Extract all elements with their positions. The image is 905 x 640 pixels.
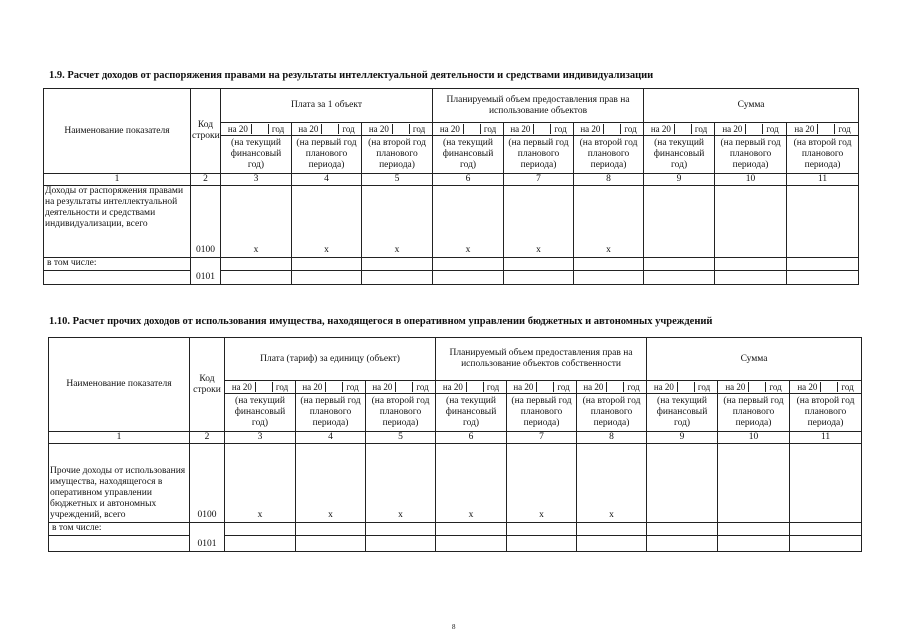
year-blank <box>606 382 624 392</box>
year-suffix: год <box>271 123 285 134</box>
cell-empty <box>715 185 787 257</box>
year-blank <box>251 124 269 134</box>
column-number: 6 <box>433 174 504 186</box>
column-number: 10 <box>715 174 787 186</box>
year-cell <box>715 123 787 136</box>
period-label: (на текущий финансовый год) <box>221 136 292 174</box>
cell-empty <box>790 443 862 522</box>
code-sub: 0101 <box>190 522 225 551</box>
column-number: 2 <box>190 432 225 444</box>
year-blank <box>533 124 551 134</box>
period-label: (на первый год планового периода) <box>715 136 787 174</box>
year-blank <box>817 124 835 134</box>
year-prefix: на 20 <box>302 381 323 392</box>
period-label: (на второй год планового периода) <box>790 394 862 432</box>
year-blank <box>677 382 695 392</box>
period-label: (на текущий финансовый год) <box>647 394 718 432</box>
year-blank <box>325 382 343 392</box>
column-number: 6 <box>436 432 507 444</box>
year-blank <box>255 382 273 392</box>
cell-empty <box>787 185 859 257</box>
x-mark: x <box>468 510 474 520</box>
year-suffix: год <box>412 123 426 134</box>
period-label: (на второй год планового периода) <box>787 136 859 174</box>
year-suffix: год <box>769 381 782 392</box>
x-mark: x <box>253 245 259 255</box>
column-number: 4 <box>292 174 362 186</box>
column-number: 10 <box>718 432 790 444</box>
year-suffix: год <box>554 123 567 134</box>
year-prefix: на 20 <box>797 381 818 392</box>
year-blank <box>392 124 410 134</box>
year-suffix: год <box>486 381 500 392</box>
year-cell <box>787 123 859 136</box>
year-prefix: на 20 <box>650 123 671 134</box>
x-mark: x <box>398 510 403 520</box>
header-name: Наименование показателя <box>49 338 190 432</box>
year-prefix: на 20 <box>298 123 319 134</box>
year-suffix: год <box>697 381 711 392</box>
period-label: (на первый год планового периода) <box>292 136 362 174</box>
column-number: 3 <box>221 174 292 186</box>
year-prefix: на 20 <box>227 123 248 134</box>
year-prefix: на 20 <box>231 381 252 392</box>
table-intellectual-property-income <box>43 88 859 285</box>
header-group-volume: Планируемый объем предоставления прав на использование объектов <box>433 89 644 123</box>
year-blank <box>466 382 484 392</box>
year-suffix: год <box>557 381 570 392</box>
period-label: (на второй год планового периода) <box>366 394 436 432</box>
year-prefix: на 20 <box>442 381 463 392</box>
column-number: 8 <box>577 432 647 444</box>
period-label: (на второй год планового периода) <box>574 136 644 174</box>
code-total: 0100 <box>191 185 221 257</box>
year-suffix: год <box>483 123 497 134</box>
year-suffix: год <box>275 381 289 392</box>
year-prefix: на 20 <box>368 123 389 134</box>
row-label-including: в том числе: <box>49 522 190 535</box>
x-mark: x <box>536 245 541 255</box>
year-cell <box>436 381 507 394</box>
year-prefix: на 20 <box>372 381 393 392</box>
header-group-volume: Планируемый объем предоставления прав на использование объектов собственности <box>436 338 647 381</box>
year-prefix: на 20 <box>439 123 460 134</box>
column-number: 9 <box>644 174 715 186</box>
row-label-total: Доходы от распоряжения правами на результаты интеллектуальной деятельности и средствами индивидуализации, всего <box>44 185 191 257</box>
x-mark: x <box>328 510 333 520</box>
year-blank <box>321 124 339 134</box>
year-blank <box>463 124 481 134</box>
year-cell <box>504 123 574 136</box>
column-number: 11 <box>790 432 862 444</box>
table-other-property-income <box>48 337 862 552</box>
header-group-fee: Плата за 1 объект <box>221 89 433 123</box>
x-mark: x <box>257 510 263 520</box>
header-code: Код строки <box>190 338 225 432</box>
period-label: (на текущий финансовый год) <box>436 394 507 432</box>
header-code: Код строки <box>191 89 221 174</box>
header-group-sum: Сумма <box>644 89 859 123</box>
year-cell <box>296 381 366 394</box>
column-number: 7 <box>507 432 577 444</box>
year-cell <box>292 123 362 136</box>
year-blank <box>536 382 554 392</box>
year-suffix: год <box>624 123 637 134</box>
cell-empty <box>647 443 718 522</box>
column-number: 7 <box>504 174 574 186</box>
year-prefix: на 20 <box>722 123 743 134</box>
year-cell <box>225 381 296 394</box>
x-mark: x <box>324 245 329 255</box>
x-mark: x <box>539 510 544 520</box>
code-total: 0100 <box>190 443 225 522</box>
year-suffix: год <box>838 123 851 134</box>
year-blank <box>674 124 692 134</box>
year-suffix: год <box>766 123 779 134</box>
year-prefix: на 20 <box>794 123 815 134</box>
column-number: 1 <box>49 432 190 444</box>
year-cell <box>366 381 436 394</box>
period-label: (на первый год планового периода) <box>718 394 790 432</box>
column-number: 5 <box>362 174 433 186</box>
year-blank <box>745 124 763 134</box>
year-prefix: на 20 <box>653 381 674 392</box>
row-label-total: Прочие доходы от использования имущества, находящегося в оперативном управлении бюджетных и автономных учреждений, всего <box>49 443 190 522</box>
year-cell <box>221 123 292 136</box>
header-group-sum: Сумма <box>647 338 862 381</box>
year-cell <box>718 381 790 394</box>
year-cell <box>362 123 433 136</box>
year-suffix: год <box>346 381 359 392</box>
x-mark: x <box>606 245 611 255</box>
year-suffix: год <box>627 381 640 392</box>
column-number: 9 <box>647 432 718 444</box>
row-label-including: в том числе: <box>44 257 191 270</box>
x-mark: x <box>465 245 471 255</box>
period-label: (на первый год планового периода) <box>504 136 574 174</box>
year-suffix: год <box>841 381 854 392</box>
year-prefix: на 20 <box>725 381 746 392</box>
year-cell <box>647 381 718 394</box>
year-suffix: год <box>694 123 708 134</box>
year-blank <box>820 382 838 392</box>
year-cell <box>577 381 647 394</box>
cell-empty <box>718 443 790 522</box>
year-prefix: на 20 <box>583 381 604 392</box>
period-label: (на первый год планового периода) <box>507 394 577 432</box>
x-mark: x <box>394 245 400 255</box>
year-cell <box>790 381 862 394</box>
x-mark: x <box>609 510 614 520</box>
column-number: 2 <box>191 174 221 186</box>
year-suffix: год <box>342 123 355 134</box>
page-number: 8 <box>452 623 456 631</box>
year-blank <box>395 382 413 392</box>
year-blank <box>603 124 621 134</box>
column-number: 3 <box>225 432 296 444</box>
period-label: (на текущий финансовый год) <box>433 136 504 174</box>
column-number: 5 <box>366 432 436 444</box>
year-prefix: на 20 <box>580 123 601 134</box>
header-group-fee: Плата (тариф) за единицу (объект) <box>225 338 436 381</box>
year-suffix: год <box>416 381 429 392</box>
column-number: 11 <box>787 174 859 186</box>
year-cell <box>644 123 715 136</box>
period-label: (на текущий финансовый год) <box>225 394 296 432</box>
year-cell <box>507 381 577 394</box>
period-label: (на второй год планового периода) <box>577 394 647 432</box>
column-number: 8 <box>574 174 644 186</box>
code-sub: 0101 <box>191 257 221 284</box>
year-cell <box>433 123 504 136</box>
year-cell <box>574 123 644 136</box>
year-prefix: на 20 <box>510 123 531 134</box>
year-blank <box>748 382 766 392</box>
cell-empty <box>644 185 715 257</box>
section-title-1-10: 1.10. Расчет прочих доходов от использования имущества, находящегося в оперативном управлении бюджетных и автономных учреждений <box>49 316 713 327</box>
section-title-1-9: 1.9. Расчет доходов от распоряжения правами на результаты интеллектуальной деятельности и средствами индивидуализации <box>49 70 654 81</box>
column-number: 4 <box>296 432 366 444</box>
header-name: Наименование показателя <box>44 89 191 174</box>
period-label: (на второй год планового периода) <box>362 136 433 174</box>
column-number: 1 <box>44 174 191 186</box>
period-label: (на первый год планового периода) <box>296 394 366 432</box>
year-prefix: на 20 <box>513 381 534 392</box>
period-label: (на текущий финансовый год) <box>644 136 715 174</box>
